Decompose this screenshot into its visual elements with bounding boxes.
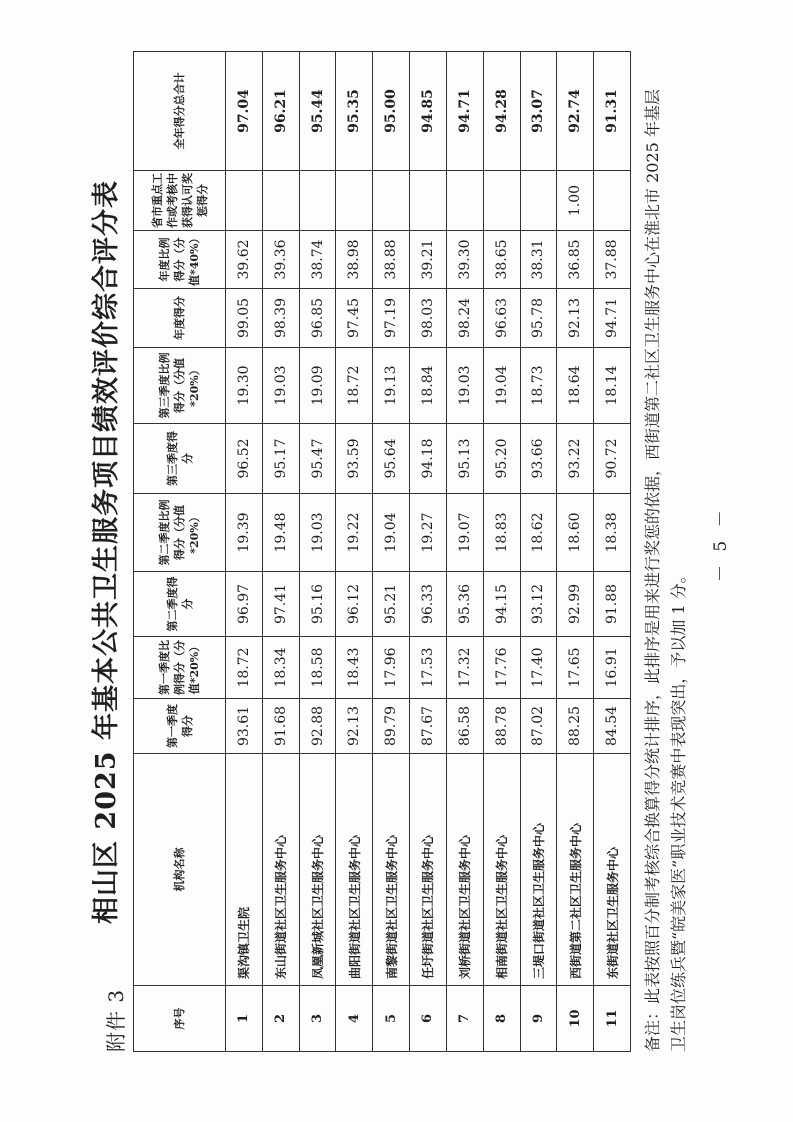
cell-q1-ratio: 17.96 xyxy=(373,637,410,699)
cell-q1-ratio: 18.72 xyxy=(226,637,263,699)
cell-q3-ratio: 19.03 xyxy=(262,348,299,424)
cell-q3-ratio: 19.04 xyxy=(483,348,520,424)
table-row xyxy=(520,52,557,1052)
cell-total: 94.28 xyxy=(483,52,520,171)
cell-q2: 95.36 xyxy=(446,572,483,637)
cell-q2-ratio: 19.07 xyxy=(446,494,483,572)
cell-q2-ratio: 18.38 xyxy=(594,494,631,572)
cell-q1-ratio: 18.43 xyxy=(336,637,373,699)
cell-annual-ratio: 39.21 xyxy=(410,231,447,289)
cell-total: 94.71 xyxy=(446,52,483,171)
cell-q2-ratio: 19.39 xyxy=(226,494,263,572)
cell-q2: 94.15 xyxy=(483,572,520,637)
cell-q1: 93.61 xyxy=(226,699,263,754)
cell-total: 91.31 xyxy=(594,52,631,171)
cell-bonus xyxy=(594,171,631,231)
table-row xyxy=(336,52,373,1052)
cell-annual: 92.13 xyxy=(557,289,594,348)
header-annual: 年度得分 xyxy=(134,289,226,348)
cell-q2-ratio: 18.60 xyxy=(557,494,594,572)
cell-q1: 91.68 xyxy=(262,699,299,754)
cell-q2-ratio: 19.04 xyxy=(373,494,410,572)
cell-q1-ratio: 17.53 xyxy=(410,637,447,699)
cell-total: 96.21 xyxy=(262,52,299,171)
cell-q2-ratio: 19.03 xyxy=(299,494,336,572)
table-header-row xyxy=(134,52,226,1052)
cell-name: 三堤口街道社区卫生服务中心 xyxy=(520,754,557,986)
cell-q3: 93.59 xyxy=(336,424,373,494)
cell-seq: 2 xyxy=(262,986,299,1052)
cell-name: 曲阳街道社区卫生服务中心 xyxy=(336,754,373,986)
cell-bonus xyxy=(410,171,447,231)
cell-q2: 96.12 xyxy=(336,572,373,637)
cell-total: 93.07 xyxy=(520,52,557,171)
cell-seq: 11 xyxy=(594,986,631,1052)
footnote-line-1: 备注：此表按照百分制考核综合换算得分统计排序，此排序是用来进行奖惩的依据，西街道第二社区卫生服务中心在淮北市 2025 年基层 xyxy=(643,89,662,1052)
cell-q1-ratio: 17.76 xyxy=(483,637,520,699)
cell-q3: 93.66 xyxy=(520,424,557,494)
cell-q2-ratio: 19.22 xyxy=(336,494,373,572)
cell-q2: 91.88 xyxy=(594,572,631,637)
cell-annual-ratio: 38.31 xyxy=(520,231,557,289)
page-title: 相山区 2025 年基本公共卫生服务项目绩效评价综合评分表 xyxy=(91,180,122,924)
cell-q2-ratio: 18.62 xyxy=(520,494,557,572)
table-row xyxy=(262,52,299,1052)
cell-bonus xyxy=(226,171,263,231)
cell-total: 92.74 xyxy=(557,52,594,171)
cell-q3-ratio: 18.73 xyxy=(520,348,557,424)
cell-annual-ratio: 39.62 xyxy=(226,231,263,289)
cell-q2: 96.97 xyxy=(226,572,263,637)
cell-annual: 94.71 xyxy=(594,289,631,348)
cell-q3-ratio: 19.13 xyxy=(373,348,410,424)
cell-q1-ratio: 17.32 xyxy=(446,637,483,699)
cell-annual: 98.39 xyxy=(262,289,299,348)
cell-q2: 93.12 xyxy=(520,572,557,637)
cell-q3-ratio: 19.30 xyxy=(226,348,263,424)
cell-annual-ratio: 37.88 xyxy=(594,231,631,289)
cell-name: 南黎街道社区卫生服务中心 xyxy=(373,754,410,986)
cell-annual-ratio: 38.88 xyxy=(373,231,410,289)
cell-name: 刘桥街道社区卫生服务中心 xyxy=(446,754,483,986)
cell-q2: 95.16 xyxy=(299,572,336,637)
cell-q3-ratio: 19.09 xyxy=(299,348,336,424)
cell-bonus xyxy=(446,171,483,231)
cell-q1: 92.13 xyxy=(336,699,373,754)
cell-bonus xyxy=(520,171,557,231)
table-row xyxy=(226,52,263,1052)
cell-seq: 3 xyxy=(299,986,336,1052)
cell-annual: 99.05 xyxy=(226,289,263,348)
cell-total: 95.00 xyxy=(373,52,410,171)
cell-name: 东山街道社区卫生服务中心 xyxy=(262,754,299,986)
cell-annual-ratio: 38.74 xyxy=(299,231,336,289)
attachment-label: 附件 3 xyxy=(104,988,128,1052)
cell-bonus xyxy=(336,171,373,231)
cell-q3-ratio: 19.03 xyxy=(446,348,483,424)
cell-q3-ratio: 18.72 xyxy=(336,348,373,424)
header-q1-ratio: 第一季度比例得分（分值*20%） xyxy=(134,637,226,699)
cell-q1: 86.58 xyxy=(446,699,483,754)
table-row xyxy=(299,52,336,1052)
cell-annual: 98.03 xyxy=(410,289,447,348)
cell-q1: 89.79 xyxy=(373,699,410,754)
cell-q1: 88.25 xyxy=(557,699,594,754)
table-row xyxy=(594,52,631,1052)
cell-q3: 96.52 xyxy=(226,424,263,494)
cell-q3: 95.47 xyxy=(299,424,336,494)
cell-bonus xyxy=(299,171,336,231)
cell-q2: 97.41 xyxy=(262,572,299,637)
cell-total: 94.85 xyxy=(410,52,447,171)
header-annual-ratio: 年度比例得分（分值*40%） xyxy=(134,231,226,289)
cell-name: 任圩街道社区卫生服务中心 xyxy=(410,754,447,986)
cell-annual: 98.24 xyxy=(446,289,483,348)
cell-total: 97.04 xyxy=(226,52,263,171)
table-row xyxy=(373,52,410,1052)
cell-name: 渠沟镇卫生院 xyxy=(226,754,263,986)
cell-bonus xyxy=(483,171,520,231)
cell-total: 95.44 xyxy=(299,52,336,171)
cell-seq: 6 xyxy=(410,986,447,1052)
cell-q2: 96.33 xyxy=(410,572,447,637)
header-q3-ratio: 第三季度比例得分（分值*20%） xyxy=(134,348,226,424)
cell-q3: 93.22 xyxy=(557,424,594,494)
cell-q1-ratio: 18.34 xyxy=(262,637,299,699)
header-bonus: 省市重点工作或考核中获得认可奖惩得分 xyxy=(134,171,226,231)
cell-q2-ratio: 19.27 xyxy=(410,494,447,572)
cell-total: 95.35 xyxy=(336,52,373,171)
cell-q2-ratio: 18.83 xyxy=(483,494,520,572)
cell-annual: 95.78 xyxy=(520,289,557,348)
cell-annual-ratio: 39.36 xyxy=(262,231,299,289)
cell-q2: 92.99 xyxy=(557,572,594,637)
table-row xyxy=(446,52,483,1052)
cell-q1-ratio: 17.40 xyxy=(520,637,557,699)
footnote xyxy=(640,42,692,1052)
header-q3: 第三季度得分 xyxy=(134,424,226,494)
cell-q3: 95.13 xyxy=(446,424,483,494)
cell-q3: 95.17 xyxy=(262,424,299,494)
cell-q3: 95.20 xyxy=(483,424,520,494)
cell-seq: 5 xyxy=(373,986,410,1052)
cell-q3-ratio: 18.64 xyxy=(557,348,594,424)
header-q2-ratio: 第二季度比例得分（分值*20%） xyxy=(134,494,226,572)
score-table xyxy=(133,51,631,1052)
table-row xyxy=(557,52,594,1052)
cell-annual-ratio: 38.98 xyxy=(336,231,373,289)
cell-seq: 1 xyxy=(226,986,263,1052)
cell-annual-ratio: 36.85 xyxy=(557,231,594,289)
cell-annual: 96.85 xyxy=(299,289,336,348)
cell-q3: 95.64 xyxy=(373,424,410,494)
cell-q1: 87.02 xyxy=(520,699,557,754)
cell-q2-ratio: 19.48 xyxy=(262,494,299,572)
cell-bonus xyxy=(262,171,299,231)
cell-annual: 96.63 xyxy=(483,289,520,348)
cell-name: 相南街道社区卫生服务中心 xyxy=(483,754,520,986)
header-total: 全年得分总合计 xyxy=(134,52,226,171)
cell-annual-ratio: 39.30 xyxy=(446,231,483,289)
header-name: 机构名称 xyxy=(134,754,226,986)
cell-seq: 8 xyxy=(483,986,520,1052)
cell-q3-ratio: 18.84 xyxy=(410,348,447,424)
cell-bonus xyxy=(373,171,410,231)
header-q2: 第二季度得分 xyxy=(134,572,226,637)
cell-q1: 88.78 xyxy=(483,699,520,754)
cell-name: 凤凰新城社区卫生服务中心 xyxy=(299,754,336,986)
cell-seq: 7 xyxy=(446,986,483,1052)
cell-annual: 97.19 xyxy=(373,289,410,348)
cell-name: 东街道社区卫生服务中心 xyxy=(594,754,631,986)
header-seq: 序号 xyxy=(134,986,226,1052)
header-q1: 第一季度得分 xyxy=(134,699,226,754)
cell-annual: 97.45 xyxy=(336,289,373,348)
table-row xyxy=(483,52,520,1052)
cell-q1: 87.67 xyxy=(410,699,447,754)
cell-seq: 10 xyxy=(557,986,594,1052)
cell-seq: 9 xyxy=(520,986,557,1052)
cell-q3: 90.72 xyxy=(594,424,631,494)
cell-q2: 95.21 xyxy=(373,572,410,637)
cell-q3: 94.18 xyxy=(410,424,447,494)
footnote-line-2: 卫生岗位练兵暨“皖美家医”职业技术竞赛中表现突出，予以加 1 分。 xyxy=(669,567,688,1052)
cell-q1-ratio: 18.58 xyxy=(299,637,336,699)
cell-annual-ratio: 38.65 xyxy=(483,231,520,289)
cell-q1: 92.88 xyxy=(299,699,336,754)
page-number: － 5 － xyxy=(711,506,731,582)
cell-q1: 84.54 xyxy=(594,699,631,754)
cell-q1-ratio: 16.91 xyxy=(594,637,631,699)
table-row xyxy=(410,52,447,1052)
cell-q1-ratio: 17.65 xyxy=(557,637,594,699)
cell-bonus: 1.00 xyxy=(557,171,594,231)
cell-q3-ratio: 18.14 xyxy=(594,348,631,424)
cell-seq: 4 xyxy=(336,986,373,1052)
cell-name: 西街道第二社区卫生服务中心 xyxy=(557,754,594,986)
